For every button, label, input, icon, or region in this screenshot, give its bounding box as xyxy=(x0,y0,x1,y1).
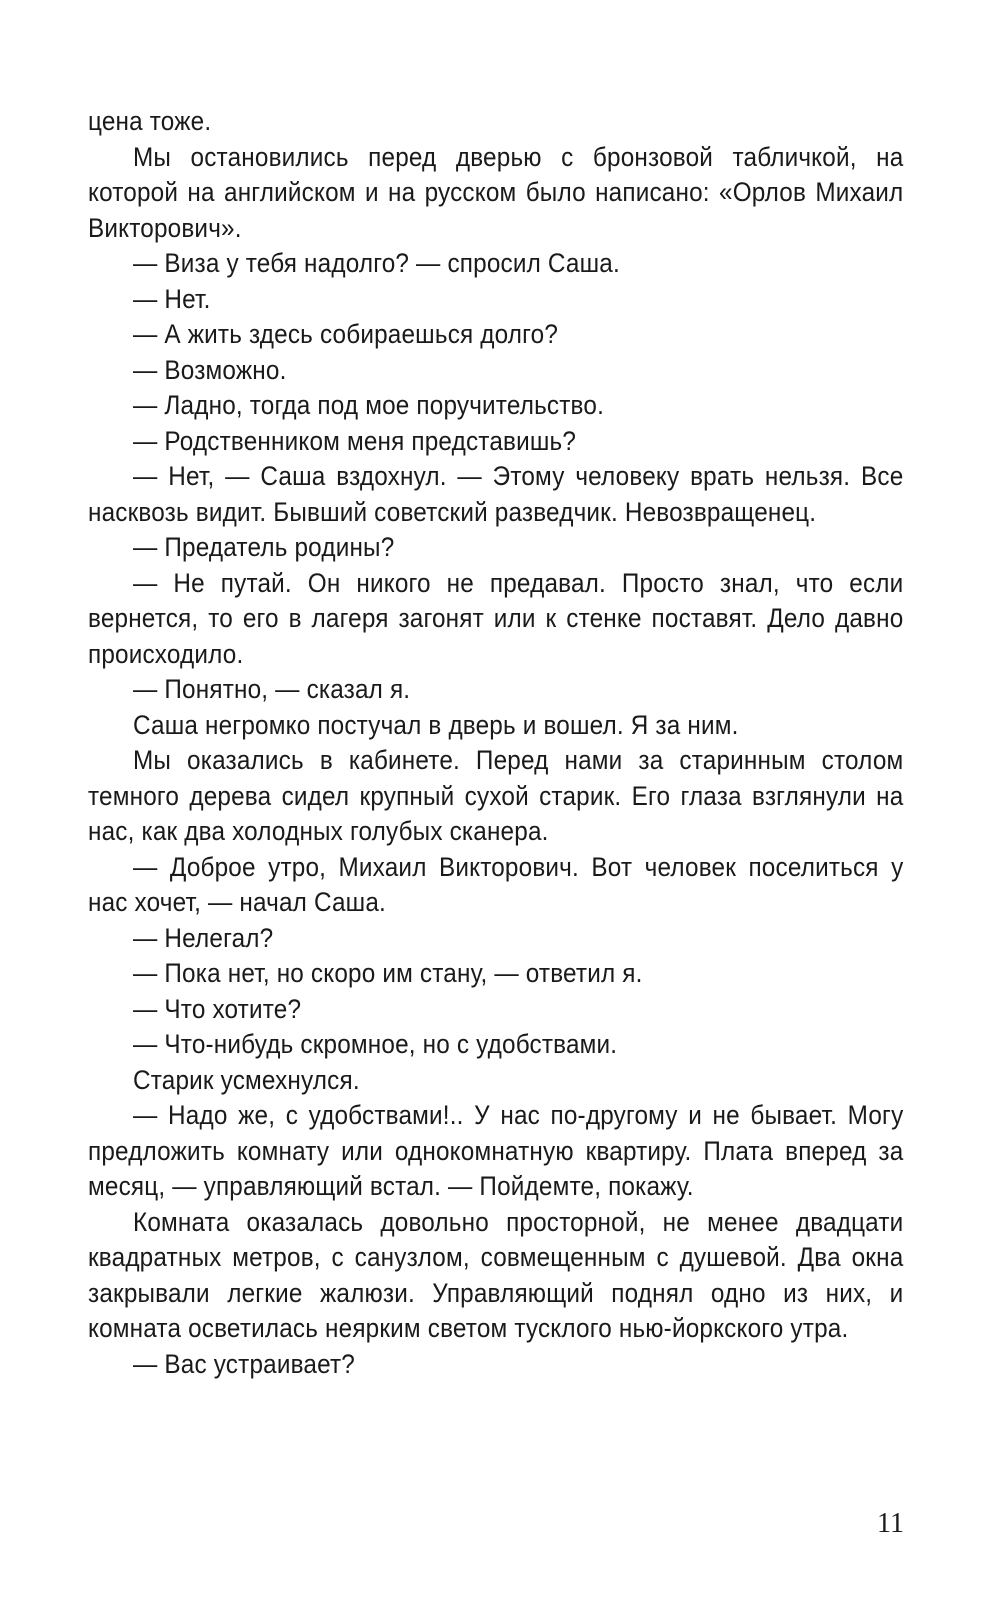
paragraph: — Что-нибудь скромное, но с удобствами. xyxy=(133,1029,618,1059)
paragraph: — Вас устраивает? xyxy=(133,1348,356,1379)
paragraph: — Нет, — Саша вздохнул. — Этому человеку врать нельзя. Все насквозь видит. Бывший советский разведчик. Невозвращенец. xyxy=(88,461,904,527)
paragraph: — Что хотите? xyxy=(133,993,302,1024)
paragraph: — Не путай. Он никого не предавал. Просто знал, что если вернется, то его в лагеря загонят или к стенке поставят. Дело давно происходило. xyxy=(88,567,904,669)
paragraph: — Нет. xyxy=(133,283,211,314)
paragraph: — Возможно. xyxy=(133,354,287,385)
paragraph: — Понятно, — сказал я. xyxy=(133,674,411,704)
paragraph: Старик усмехнулся. xyxy=(133,1064,360,1095)
paragraph: — А жить здесь собираешься долго? xyxy=(133,319,559,349)
paragraph: цена тоже. xyxy=(88,106,212,136)
paragraph: — Ладно, тогда под мое поручительство. xyxy=(133,390,605,420)
paragraph: Мы остановились перед дверью с бронзовой табличкой, на которой на английском и на русском было написано: «Орлов Михаил Викторович». xyxy=(88,141,904,243)
paragraph: — Предатель родины? xyxy=(133,532,395,562)
paragraph: — Доброе утро, Михаил Викторович. Вот человек поселиться у нас хочет, — начал Саша. xyxy=(88,851,904,917)
paragraph-container xyxy=(88,104,903,1382)
paragraph: — Пока нет, но скоро им стану, — ответил я. xyxy=(133,958,643,988)
paragraph: — Надо же, с удобствами!.. У нас по-другому и не бывает. Могу предложить комнату или однокомнатную квартиру. Плата вперед за месяц, — управляющий встал. — Пойдемте, покажу. xyxy=(88,1100,904,1201)
page-number: 11 xyxy=(877,1508,904,1539)
body-text xyxy=(88,104,904,1382)
paragraph: — Родственником меня представишь? xyxy=(133,425,577,456)
paragraph: Саша негромко постучал в дверь и вошел. Я за ним. xyxy=(133,709,739,740)
paragraph: Комната оказалась довольно просторной, не менее двадцати квадратных метров, с санузлом, совмещенным с душевой. Два окна закрывали легкие жалюзи. Управляющий поднял одно из них, и комната осветилась неярким светом тусклого нью-йоркского утра. xyxy=(88,1206,904,1343)
paragraph: Мы оказались в кабинете. Перед нами за старинным столом темного дерева сидел крупный сухой старик. Его глаза взглянули на нас, как два холодных голубых сканера. xyxy=(88,745,904,846)
paragraph: — Виза у тебя надолго? — спросил Саша. xyxy=(133,248,620,278)
paragraph: — Нелегал? xyxy=(133,922,274,953)
